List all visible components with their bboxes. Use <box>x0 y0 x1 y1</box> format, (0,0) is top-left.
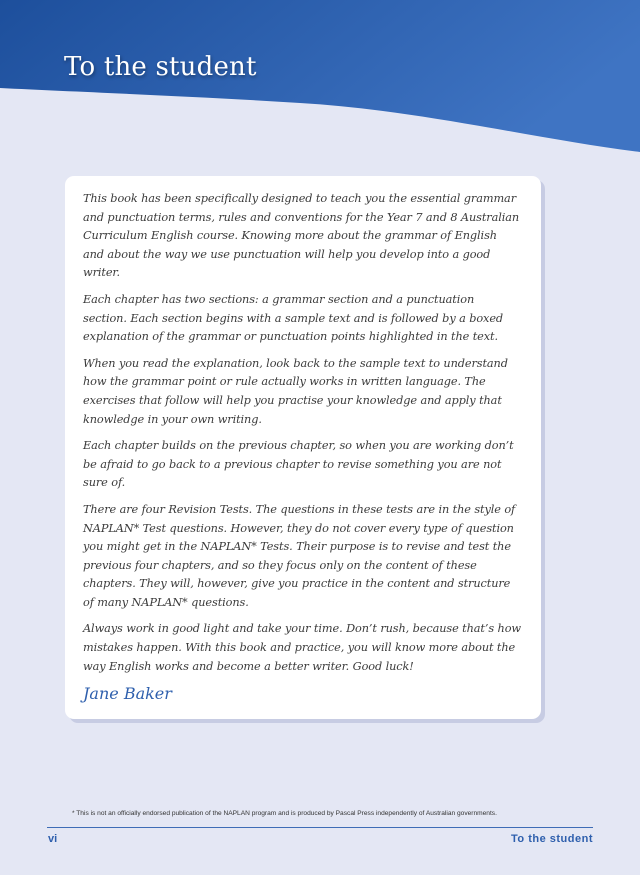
page-title: To the student <box>64 52 257 82</box>
intro-paragraph: This book has been specifically designed to teach you the essential grammar and punctuation terms, rules and conventions for the Year 7 and 8 Australian Curriculum English course. Knowing more about the grammar of English and about the way we use punctuation will help you develop into a good writer. <box>83 192 520 280</box>
content-card <box>65 176 541 719</box>
footer-divider <box>47 827 593 828</box>
page-number: vi <box>48 833 58 845</box>
chapters-paragraph: Each chapter has two sections: a grammar section and a punctuation section. Each section begins with a sample text and is followed by a boxed explanation of the grammar or punctuation points highlighted in the text. <box>83 292 504 344</box>
author-signature: Jane Baker <box>83 684 172 704</box>
footnote: * This is not an officially endorsed publication of the NAPLAN program and is produced by Pascal Press independently of Australian governments. <box>72 810 497 817</box>
builds-paragraph: Each chapter builds on the previous chapter, so when you are working don’t be afraid to go back to a previous chapter to revise something you are not sure of. <box>83 439 514 490</box>
running-title: To the student <box>511 833 593 845</box>
revision-tests-paragraph: There are four Revision Tests. The questions in these tests are in the style of NAPLAN* Test questions. However, they do not cover every type of question you might get in the NAPLAN* Tests. Their purpose is to revise and test the previous four chapters, and so they focus only on the content of these chapters. They will, however, give you practice in the content and structure of many NAPLAN* questions. <box>83 502 516 609</box>
closing-paragraph: Always work in good light and take your time. Don’t rush, because that’s how mistakes happen. With this book and practice, you will know more about the way English works and become a better writer. Good luck! <box>83 622 521 673</box>
explanation-paragraph: When you read the explanation, look back to the sample text to understand how the grammar point or rule actually works in written language. The exercises that follow will help you practise your knowledge and apply that knowledge in your own writing. <box>83 356 508 426</box>
